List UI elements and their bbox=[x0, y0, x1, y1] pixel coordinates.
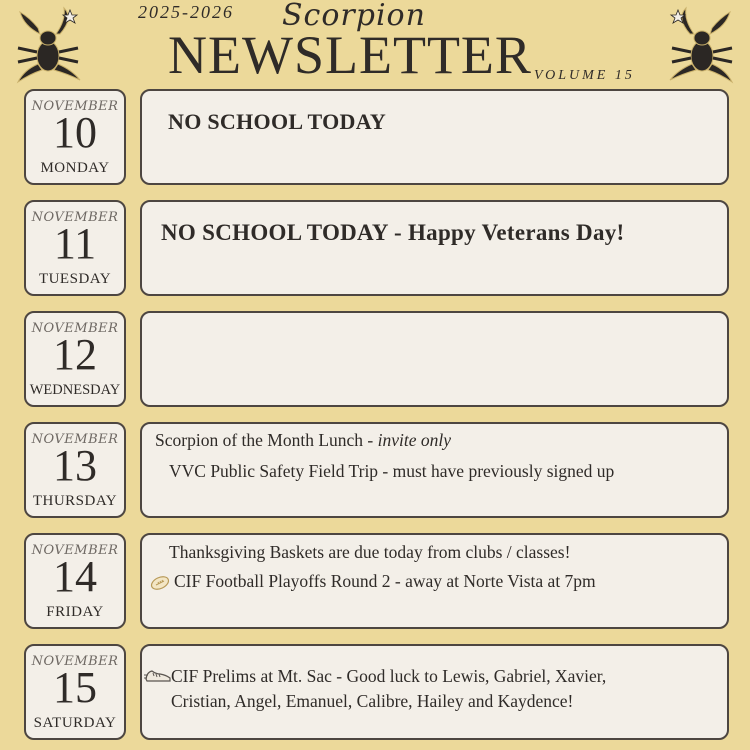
month-label: NOVEMBER bbox=[31, 543, 119, 558]
month-label: NOVEMBER bbox=[31, 210, 119, 225]
newsletter-title: NEWSLETTER bbox=[168, 25, 532, 85]
day-name: THURSDAY bbox=[32, 493, 118, 509]
event-text bbox=[155, 430, 451, 451]
month-label: NOVEMBER bbox=[31, 432, 119, 447]
day-row-wednesday bbox=[0, 311, 750, 409]
running-shoe-icon bbox=[144, 666, 172, 684]
day-row-tuesday bbox=[0, 200, 750, 298]
day-number: 12 bbox=[53, 330, 97, 379]
day-row-thursday bbox=[0, 422, 750, 520]
event-card bbox=[140, 422, 729, 518]
day-row-monday bbox=[0, 89, 750, 187]
date-box bbox=[24, 311, 126, 407]
day-number: 10 bbox=[53, 108, 97, 157]
football-icon bbox=[150, 575, 170, 591]
day-name: FRIDAY bbox=[46, 604, 104, 620]
date-box bbox=[24, 422, 126, 518]
event-text: NO SCHOOL TODAY - Happy Veterans Day! bbox=[161, 220, 625, 245]
event-text: VVC Public Safety Field Trip - must have previously signed up bbox=[169, 461, 615, 481]
date-box bbox=[24, 89, 126, 185]
month-label: NOVEMBER bbox=[31, 654, 119, 669]
event-text: CIF Prelims at Mt. Sac - Good luck to Lewis, Gabriel, Xavier, bbox=[171, 666, 607, 686]
day-name: SATURDAY bbox=[33, 715, 117, 731]
scorpion-icon bbox=[10, 4, 86, 86]
event-card bbox=[140, 533, 729, 629]
month-label: NOVEMBER bbox=[31, 321, 119, 336]
event-card bbox=[140, 89, 729, 185]
event-text: CIF Football Playoffs Round 2 - away at Norte Vista at 7pm bbox=[174, 571, 596, 591]
day-name: MONDAY bbox=[40, 160, 110, 176]
event-card bbox=[140, 311, 729, 407]
day-row-friday bbox=[0, 533, 750, 631]
date-box bbox=[24, 644, 126, 740]
day-row-saturday bbox=[0, 644, 750, 742]
event-card bbox=[140, 644, 729, 740]
date-box bbox=[24, 533, 126, 629]
day-number: 11 bbox=[53, 219, 97, 268]
day-name: WEDNESDAY bbox=[29, 382, 121, 398]
event-text: Thanksgiving Baskets are due today from clubs / classes! bbox=[169, 542, 571, 562]
day-number: 13 bbox=[53, 441, 97, 490]
event-text: Cristian, Angel, Emanuel, Calibre, Hailey and Kaydence! bbox=[171, 691, 574, 711]
month-label: NOVEMBER bbox=[31, 99, 119, 114]
newsletter-script-title: Scorpion bbox=[282, 0, 426, 33]
day-number: 14 bbox=[53, 552, 97, 601]
scorpion-icon bbox=[664, 4, 740, 86]
day-number: 15 bbox=[53, 663, 97, 712]
school-year: 2025-2026 bbox=[138, 2, 234, 22]
event-text-main: Scorpion of the Month Lunch - bbox=[155, 430, 378, 450]
event-text: NO SCHOOL TODAY bbox=[168, 109, 387, 134]
date-box bbox=[24, 200, 126, 296]
day-name: TUESDAY bbox=[38, 271, 112, 287]
event-text-italic: invite only bbox=[377, 430, 451, 450]
event-card bbox=[140, 200, 729, 296]
newsletter-header bbox=[0, 0, 750, 90]
volume-label: VOLUME 15 bbox=[534, 68, 635, 83]
